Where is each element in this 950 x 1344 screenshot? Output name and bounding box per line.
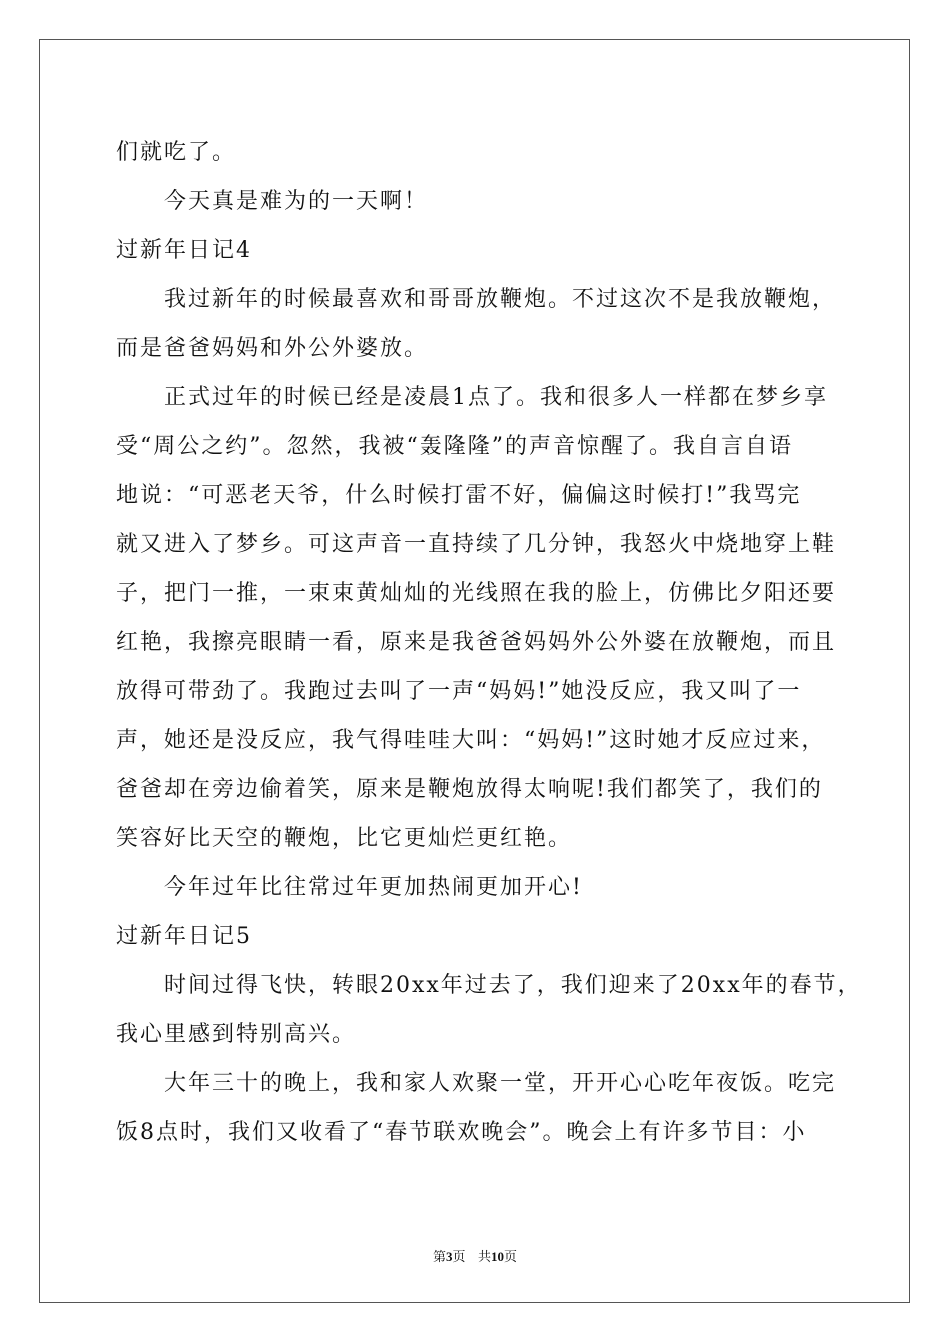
text-line: 子，把门一推，一束束黄灿灿的光线照在我的脸上，仿佛比夕阳还要 bbox=[116, 581, 837, 606]
text-line: 而是爸爸妈妈和外公外婆放。 bbox=[116, 336, 429, 361]
text-line: 声，她还是没反应，我气得哇哇大叫：“妈妈!”这时她才反应过来， bbox=[116, 728, 826, 753]
text-line: 大年三十的晚上，我和家人欢聚一堂，开开心心吃年夜饭。吃完 bbox=[164, 1071, 837, 1096]
text-line: 饭8点时，我们又收看了“春节联欢晚会”。晚会上有许多节目：小 bbox=[116, 1120, 807, 1145]
total-prefix: 共 bbox=[477, 1250, 491, 1265]
total-pages: 10 bbox=[490, 1249, 504, 1264]
text-line: 我心里感到特别高兴。 bbox=[116, 1022, 357, 1047]
page-footer bbox=[0, 1246, 950, 1265]
text-line: 们就吃了。 bbox=[116, 140, 237, 165]
page-suffix: 页 bbox=[452, 1250, 466, 1265]
text-line: 地说：“可恶老天爷，什么时候打雷不好，偏偏这时候打!”我骂完 bbox=[116, 483, 802, 508]
text-line: 就又进入了梦乡。可这声音一直持续了几分钟，我怒火中烧地穿上鞋 bbox=[116, 532, 837, 557]
text-line: 笑容好比天空的鞭炮，比它更灿烂更红艳。 bbox=[116, 826, 573, 851]
text-line: 时间过得飞快，转眼20xx年过去了，我们迎来了20xx年的春节， bbox=[164, 973, 862, 998]
text-line: 受“周公之约”。忽然，我被“轰隆隆”的声音惊醒了。我自言自语 bbox=[116, 434, 793, 459]
text-line: 正式过年的时候已经是凌晨1点了。我和很多人一样都在梦乡享 bbox=[164, 385, 828, 410]
total-suffix: 页 bbox=[503, 1250, 517, 1265]
section-heading: 过新年日记5 bbox=[116, 924, 252, 949]
text-line: 今年过年比往常过年更加热闹更加开心! bbox=[164, 875, 583, 900]
text-line: 放得可带劲了。我跑过去叫了一声“妈妈!”她没反应，我又叫了一 bbox=[116, 679, 802, 704]
page-prefix: 第 bbox=[433, 1250, 447, 1265]
text-line: 今天真是难为的一天啊！ bbox=[164, 189, 429, 214]
section-heading: 过新年日记4 bbox=[116, 238, 252, 263]
page-number: 3 bbox=[446, 1249, 453, 1264]
text-line: 我过新年的时候最喜欢和哥哥放鞭炮。不过这次不是我放鞭炮， bbox=[164, 287, 837, 312]
text-line: 红艳，我擦亮眼睛一看，原来是我爸爸妈妈外公外婆在放鞭炮，而且 bbox=[116, 630, 837, 655]
document-body bbox=[116, 128, 862, 1157]
text-line: 爸爸却在旁边偷着笑，原来是鞭炮放得太响呢!我们都笑了，我们的 bbox=[116, 777, 823, 802]
